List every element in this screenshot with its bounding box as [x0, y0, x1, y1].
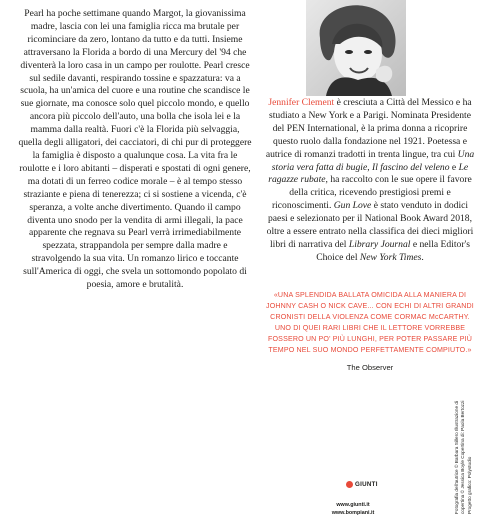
book-title: Il fascino del veleno	[372, 161, 450, 173]
review-quote: «UNA SPLENDIDA BALLATA OMICIDA ALLA MANIERA DI JOHNNY CASH O NICK CAVE... CON ECHI DI ALTRI GRANDI CRONISTI DELLA VIOLENZA COME CORMAC McCARTHY. UNO DI QUEI RARI LIBRI CHE IL LETTORE VORREBBE FOSSERO UN PO' PIÙ LUNGHI, PER POTER PASSARE PIÙ TEMPO NEL SUO MONDO PERFETTAMENTE COMPIUTO.»	[266, 291, 474, 354]
book-title: Una storia vera fatta di bugie	[271, 148, 475, 173]
publisher-logo-text: GIUNTI	[355, 481, 378, 488]
publisher-url: www.giunti.it	[336, 502, 370, 508]
book-title: Le ragazze rubate	[268, 161, 469, 186]
author-photo	[306, 0, 406, 96]
credits-container	[454, 382, 484, 514]
quote-source: The Observer	[346, 363, 394, 372]
book-title: Gun Love	[333, 200, 372, 212]
publisher-logo	[346, 481, 378, 488]
image-credits: Fotografia dell'autrice © Barbara Sillero Illustrazione di copertina © Jessica Boyle Copertina di: Paola Bertozzi Progetto grafico: Polystudio	[454, 400, 472, 514]
publisher-url: www.bompiani.it	[331, 510, 375, 516]
author-bio: Jennifer Clement è cresciuta a Città del Messico e ha studiato a New York e a Parigi. Nominata Presidente del PEN International, è la prima donna a ricoprire questo ruolo dalla fondazione nel 1921. Poetessa e autrice di romanzi tradotti in trenta lingue, tra cui Una storia vera fatta di bugie, Il fascino del veleno e Le ragazze rubate, ha raccolto con le sue opere il favore della critica, ricevendo prestigiosi premi e riconoscimenti. Gun Love è stato venduto in dodici paesi e selezionato per il National Book Award 2018, oltre a essere entrato nella classifica dei dieci migliori libri di narrativa del Library Journal e nella Editor's Choice del New York Times.	[265, 97, 475, 263]
book-title: Library Journal	[348, 238, 411, 250]
author-name: Jennifer Clement	[268, 97, 335, 108]
synopsis-text: Pearl ha poche settimane quando Margot, la giovanissima madre, lascia con lei una famiglia ricca ma brutale per ricominciare da zero, lontano da tutto e da tutti. Insieme attraversano la Florida a bordo di una Mercury del '94 che diventerà la loro casa in un campo per roulotte. Pearl cresce sul sedile davanti, respirando tossine e spazzatura: va a scuola, ha un'amica del cuore e una routine che scandisce le sue giornate, ma conosce solo quel piccolo mondo, e quello ancora più piccolo dell'auto, una bolla che isola lei e la mamma dalla realtà. Fuori c'è la Florida più selvaggia, quella degli alligatori, dei cacciatori, di chi pur di proteggere la famiglia è disposto a qualunque cosa. La vita fra le roulotte e i loro abitanti – disperati e spostati di ogni genere, ma dotati di un ferreo codice morale – è al tempo stesso straziante e piena di tenerezza; ci si sostiene a vicenda, c'è speranza, a volte anche divertimento. Quando il campo diventa uno snodo per la vendita di armi illegali, la pace apparente che regnava su Pearl verrà irrimediabilmente spezzata, strappandola per sempre dalla madre e stravolgendo la sua vita. Un romanzo lirico e toccante sull'America di oggi, che svela un sottomondo popolato di poesia, amore e brutalità.	[18, 8, 252, 291]
book-title: New York Times	[359, 251, 422, 263]
giunti-logo-icon	[346, 481, 353, 488]
